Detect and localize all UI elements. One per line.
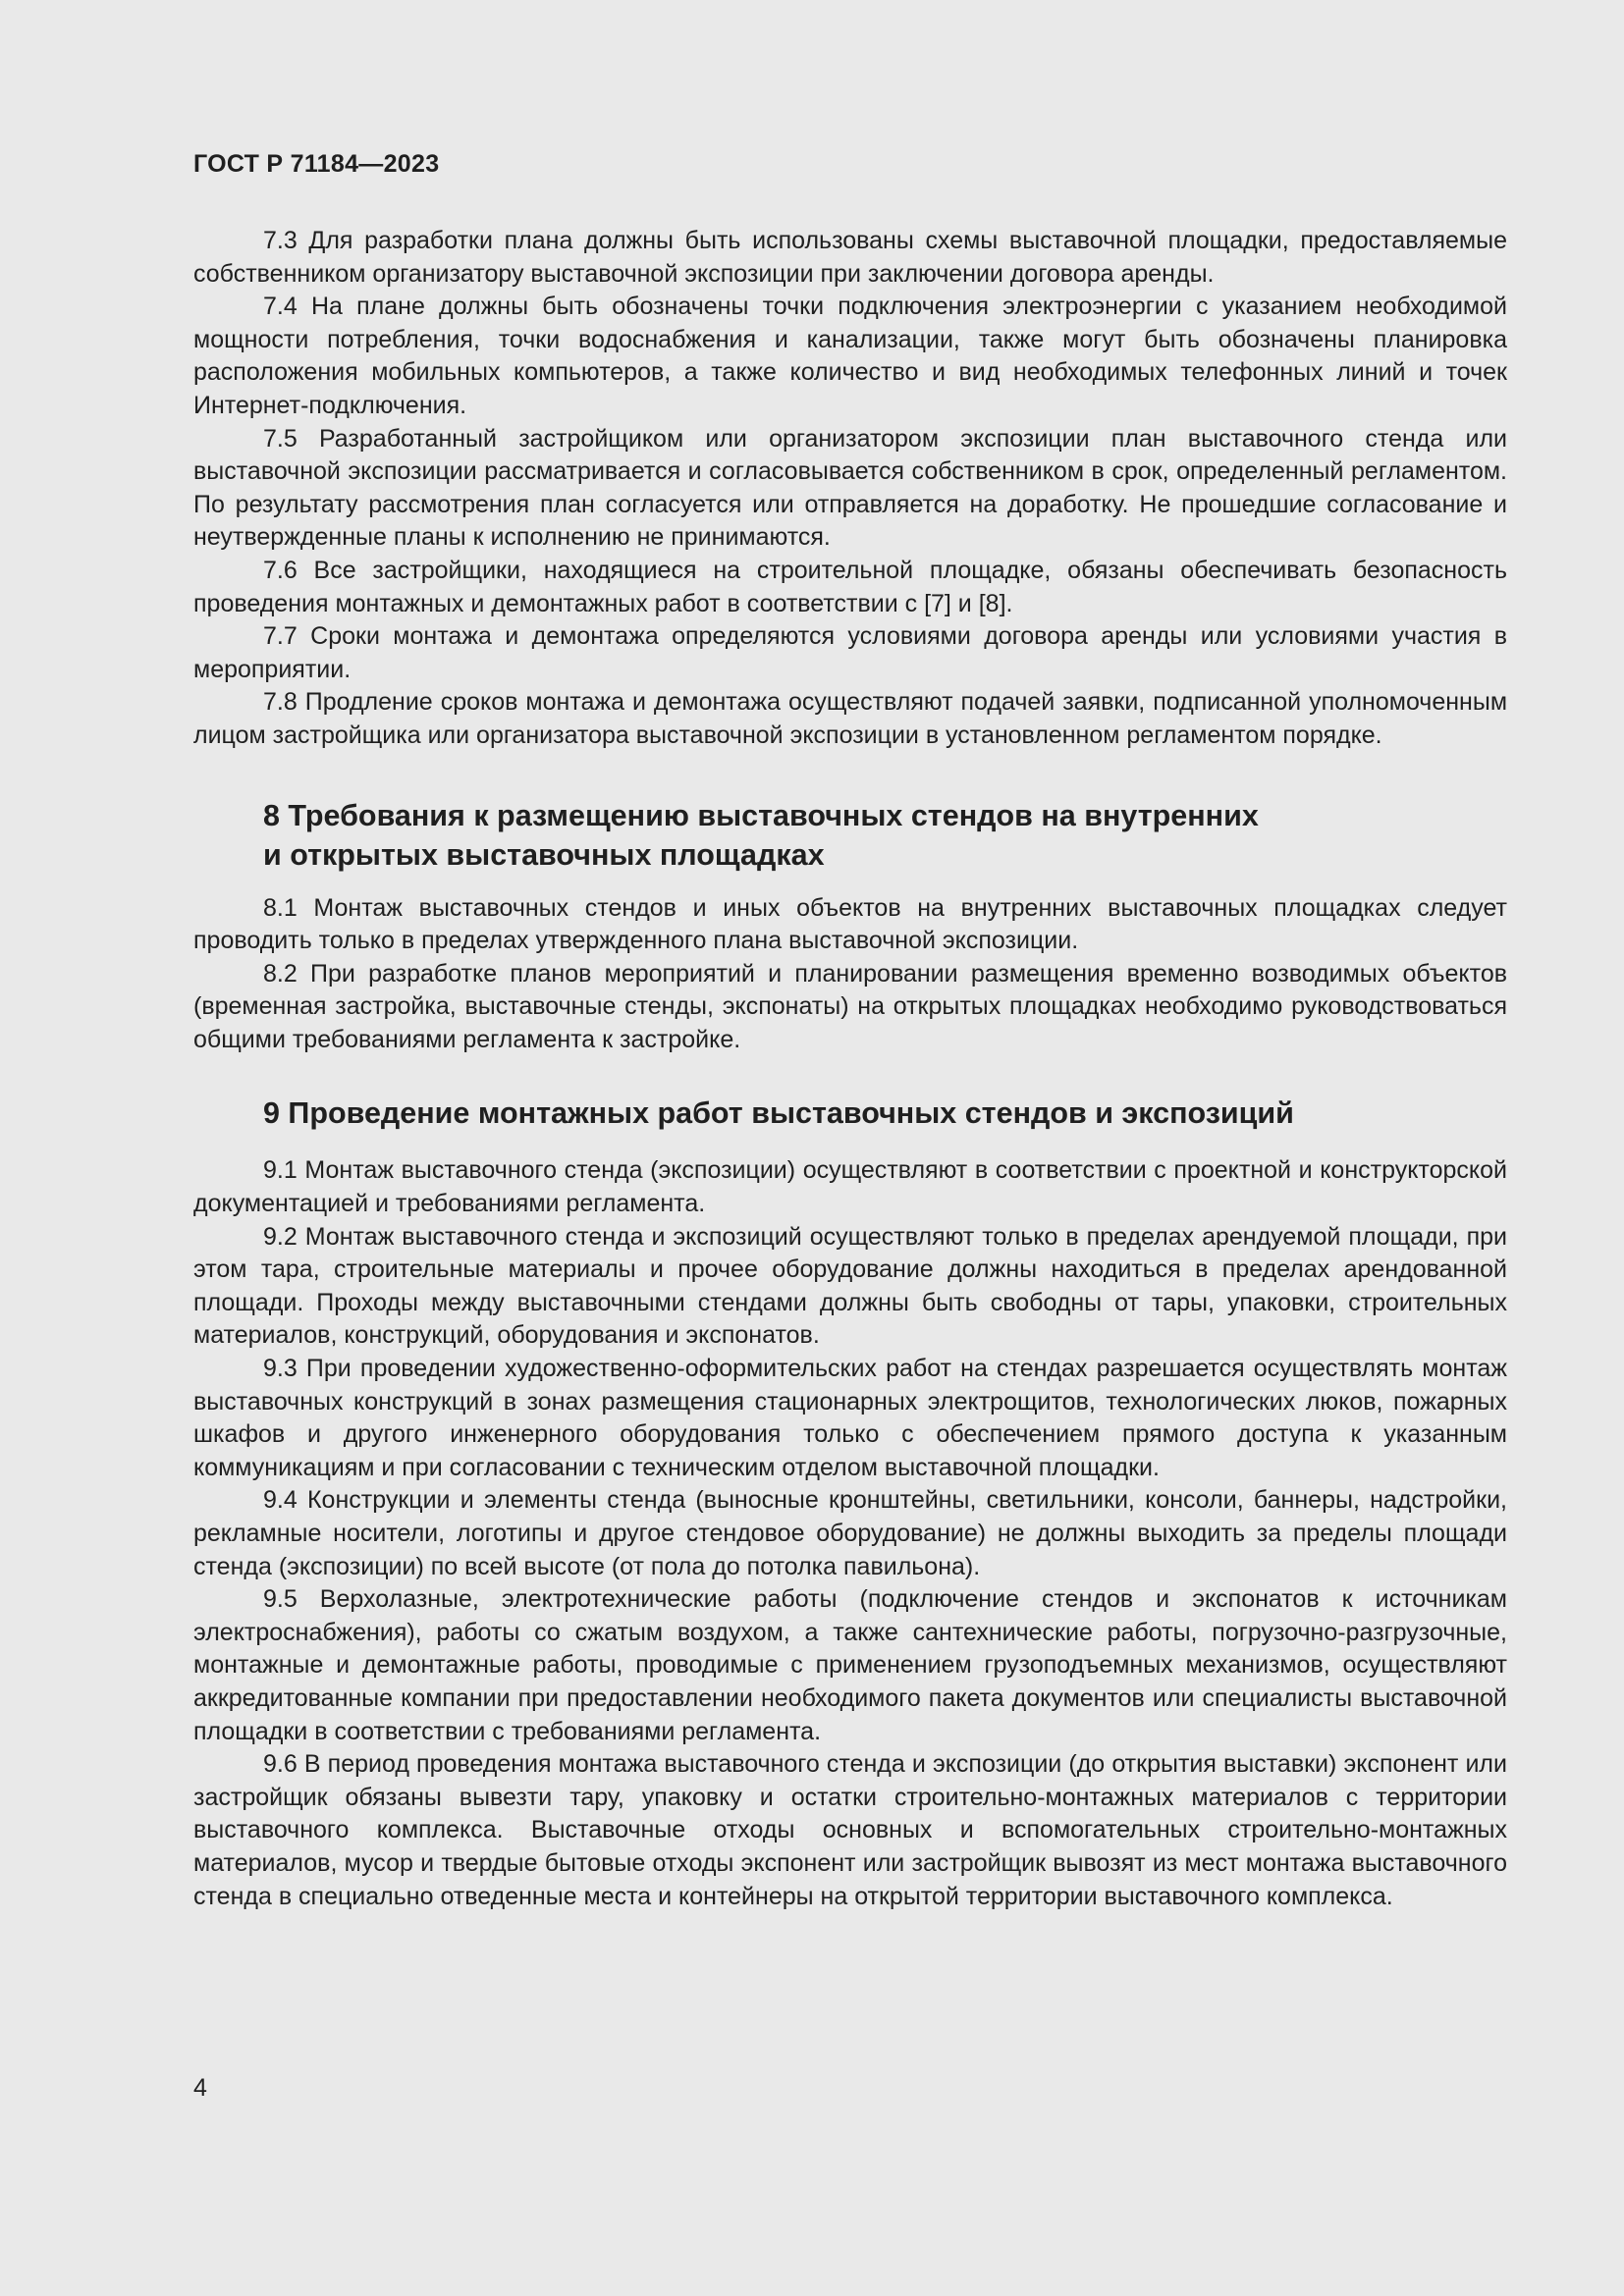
paragraph-9-4: 9.4 Конструкции и элементы стенда (выносные кронштейны, светильники, консоли, баннеры, надстройки, рекламные носители, логотипы и другое стендовое оборудование) не должны выходить за пределы площади стенда (экспозиции) по всей высоте (от пола до потолка павильона).: [193, 1486, 1507, 1580]
section-9: [193, 1154, 1507, 1913]
paragraph-7-6: 7.6 Все застройщики, находящиеся на строительной площадке, обязаны обеспечивать безопасность проведения монтажных и демонтажных работ в соответствии с [7] и [8].: [193, 556, 1507, 617]
section-8: [193, 892, 1507, 1057]
paragraph-9-2: 9.2 Монтаж выставочного стенда и экспозиций осуществляют только в пределах арендуемой площади, при этом тара, строительные материалы и прочее оборудование должны находиться в пределах арендованной площади. Проходы между выставочными стендами должны быть свободны от тары, упаковки, строительных материалов, конструкций, оборудования и экспонатов.: [193, 1222, 1507, 1350]
paragraph-8-1: 8.1 Монтаж выставочных стендов и иных объектов на внутренних выставочных площадках следует проводить только в пределах утвержденного плана выставочной экспозиции.: [193, 893, 1507, 955]
paragraph-7-4: 7.4 На плане должны быть обозначены точки подключения электроэнергии с указанием необходимой мощности потребления, точки водоснабжения и канализации, также могут быть обозначены планировка расположения мобильных компьютеров, а также количество и вид необходимых телефонных линий и точек Интернет-подключения.: [193, 293, 1507, 419]
section-9-heading: 9 Проведение монтажных работ выставочных стендов и экспозиций: [263, 1096, 1294, 1131]
section-8-heading: [193, 796, 1507, 875]
paragraph-9-3: 9.3 При проведении художественно-оформительских работ на стендах разрешается осуществлять монтаж выставочных конструкций в зонах размещения стационарных электрощитов, технологических люков, пожарных шкафов и другого инженерного оборудования только с обеспечением прямого доступа к указанным коммуникациям и при согласовании с техническим отделом выставочной площадки.: [193, 1355, 1507, 1481]
paragraph-9-5: 9.5 Верхолазные, электротехнические работы (подключение стендов и экспонатов к источникам электроснабжения), работы со сжатым воздухом, а также сантехнические работы, погрузочно-разгрузочные, монтажные и демонтажные работы, проводимые с применением грузоподъемных механизмов, осуществляют аккредитованные компании при предоставлении необходимого пакета документов или специалисты выставочной площадки в соответствии с требованиями регламента.: [193, 1585, 1507, 1745]
paragraph-7-5: 7.5 Разработанный застройщиком или организатором экспозиции план выставочного стенда или выставочной экспозиции рассматривается и согласовывается собственником в срок, определенный регламентом. По результату рассмотрения план согласуется или отправляется на доработку. Не прошедшие согласование и неутвержденные планы к исполнению не принимаются.: [193, 424, 1507, 552]
paragraph-7-8: 7.8 Продление сроков монтажа и демонтажа осуществляют подачей заявки, подписанной уполномоченным лицом застройщика или организатора выставочной экспозиции в установленном регламентом порядке.: [193, 688, 1507, 749]
paragraph-7-3: 7.3 Для разработки плана должны быть использованы схемы выставочной площадки, предоставляемые собственником организатору выставочной экспозиции при заключении договора аренды.: [193, 227, 1507, 288]
section-8-heading-line-1: 8 Требования к размещению выставочных стендов на внутренних: [263, 798, 1259, 832]
document-page: [193, 147, 1507, 1913]
section-7: [193, 225, 1507, 753]
paragraph-9-6: 9.6 В период проведения монтажа выставочного стенда и экспозиции (до открытия выставки) экспонент или застройщик обязаны вывезти тару, упаковку и остатки строительно-монтажных материалов с территории выставочного комплекса. Выставочные отходы основных и вспомогательных строительно-монтажных материалов, мусор и твердые бытовые отходы экспонент или застройщик вывозят из мест монтажа выставочного стенда в специально отведенные места и контейнеры на открытой территории выставочного комплекса.: [193, 1750, 1507, 1910]
paragraph-9-1: 9.1 Монтаж выставочного стенда (экспозиции) осуществляют в соответствии с проектной и конструкторской документацией и требованиями регламента.: [193, 1156, 1507, 1218]
paragraph-8-2: 8.2 При разработке планов мероприятий и планировании размещения временно возводимых объектов (временная застройка, выставочные стенды, экспонаты) на открытых площадках необходимо руководствоваться общими требованиями регламента к застройке.: [193, 959, 1507, 1053]
page-number: 4: [193, 2074, 207, 2102]
paragraph-7-7: 7.7 Сроки монтажа и демонтажа определяются условиями договора аренды или условиями участия в мероприятии.: [193, 622, 1507, 683]
document-code-header: ГОСТ Р 71184—2023: [193, 150, 440, 178]
section-8-heading-line-2: и открытых выставочных площадках: [263, 837, 825, 872]
